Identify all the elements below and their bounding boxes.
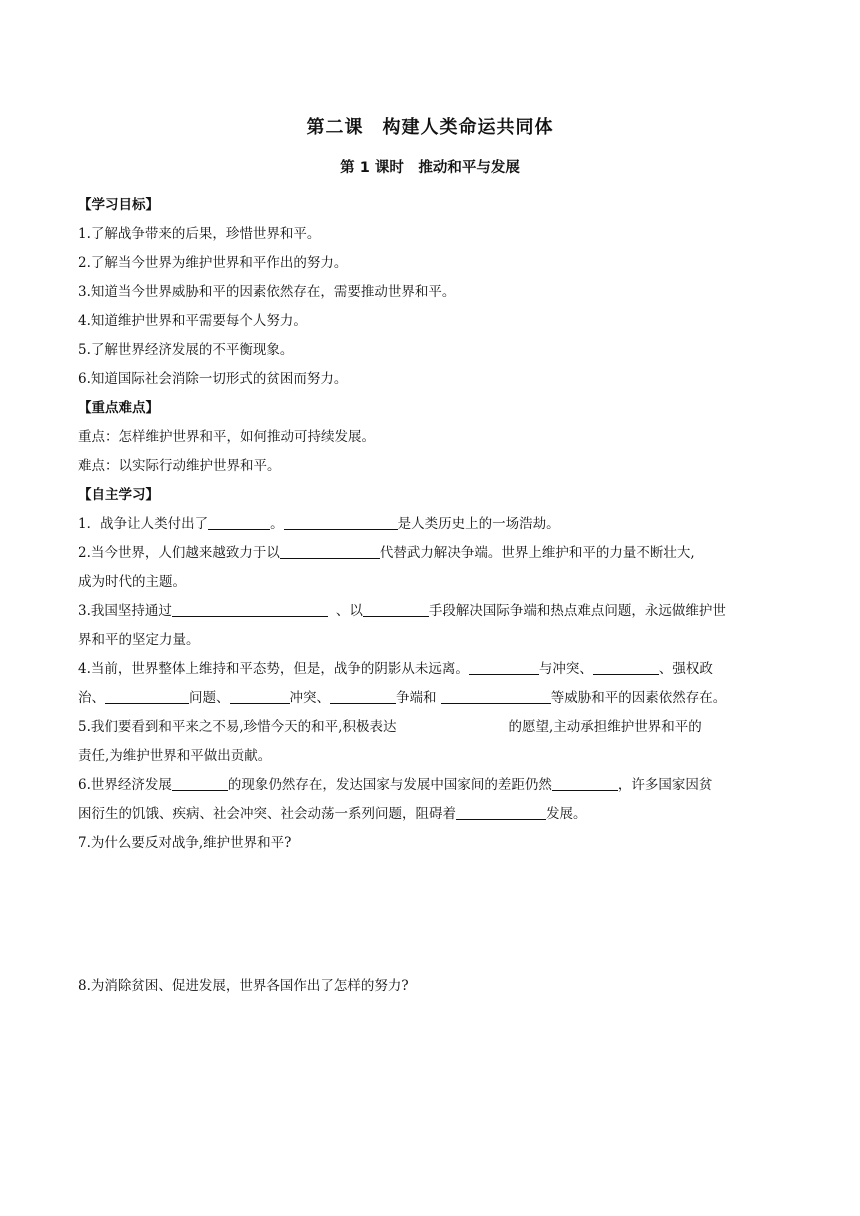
fill-blank[interactable] bbox=[208, 515, 270, 530]
fill-blank[interactable] bbox=[105, 689, 189, 704]
question-7: 7.为什么要反对战争,维护世界和平? bbox=[78, 835, 292, 851]
objective-item: 3.知道当今世界威胁和平的因素依然存在，需要推动世界和平。 bbox=[78, 284, 456, 300]
answer-area-8[interactable] bbox=[78, 995, 784, 1145]
question-6: 6.世界经济发展 的现象仍然存在，发达国家与发展中国家间的差距仍然 ，许多国家因贫 bbox=[78, 777, 713, 793]
fill-blank[interactable] bbox=[230, 689, 290, 704]
objective-item: 1.了解战争带来的后果，珍惜世界和平。 bbox=[78, 226, 321, 242]
question-5: 5.我们要看到和平来之不易,珍惜今天的和平,积极表达 的愿望,主动承担维护世界和平的 bbox=[78, 719, 702, 735]
fill-blank[interactable] bbox=[280, 544, 380, 559]
answer-area-7[interactable] bbox=[78, 852, 784, 962]
question-5-cont: 责任,为维护世界和平做出贡献。 bbox=[78, 748, 272, 764]
page-title: 第二课 构建人类命运共同体 bbox=[306, 117, 554, 138]
fill-blank[interactable] bbox=[456, 805, 546, 820]
question-3-cont: 界和平的坚定力量。 bbox=[78, 632, 200, 648]
key-point: 重点：怎样维护世界和平，如何推动可持续发展。 bbox=[78, 429, 375, 445]
study-heading: 【自主学习】 bbox=[78, 487, 159, 503]
page-subtitle: 第 1 课时 推动和平与发展 bbox=[340, 160, 520, 176]
objective-item: 6.知道国际社会消除一切形式的贫困而努力。 bbox=[78, 371, 348, 387]
objectives-heading: 【学习目标】 bbox=[78, 197, 159, 213]
question-8: 8.为消除贫困、促进发展，世界各国作出了怎样的努力? bbox=[78, 978, 409, 994]
objective-item: 4.知道维护世界和平需要每个人努力。 bbox=[78, 313, 307, 329]
question-2-cont: 成为时代的主题。 bbox=[78, 574, 186, 590]
question-4-cont: 治、 问题、 冲突、 争端和 等威胁和平的因素依然存在。 bbox=[78, 690, 727, 706]
question-1: 1．战争让人类付出了 。 是人类历史上的一场浩劫。 bbox=[78, 516, 560, 532]
fill-blank[interactable] bbox=[363, 602, 429, 617]
fill-blank[interactable] bbox=[172, 602, 328, 617]
fill-blank[interactable] bbox=[284, 515, 398, 530]
question-6-cont: 困衍生的饥饿、疾病、社会冲突、社会动荡一系列问题，阻碍着 发展。 bbox=[78, 806, 587, 822]
fill-blank[interactable] bbox=[593, 660, 659, 675]
fill-blank[interactable] bbox=[172, 776, 228, 791]
fill-blank[interactable] bbox=[330, 689, 396, 704]
question-3: 3.我国坚持通过 、以 手段解决国际争端和热点难点问题，永远做维护世 bbox=[78, 603, 726, 619]
objective-item: 2.了解当今世界为维护世界和平作出的努力。 bbox=[78, 255, 348, 271]
question-2: 2.当今世界，人们越来越致力于以 代替武力解决争端。世界上维护和平的力量不断壮大, bbox=[78, 545, 695, 561]
question-4: 4.当前，世界整体上维持和平态势，但是，战争的阴影从未远离。 与冲突、 、强权政 bbox=[78, 661, 713, 677]
objective-item: 5.了解世界经济发展的不平衡现象。 bbox=[78, 342, 294, 358]
keypoints-heading: 【重点难点】 bbox=[78, 400, 159, 416]
fill-blank[interactable] bbox=[441, 689, 551, 704]
fill-blank[interactable] bbox=[469, 660, 539, 675]
difficult-point: 难点：以实际行动维护世界和平。 bbox=[78, 458, 281, 474]
fill-blank[interactable] bbox=[552, 776, 618, 791]
